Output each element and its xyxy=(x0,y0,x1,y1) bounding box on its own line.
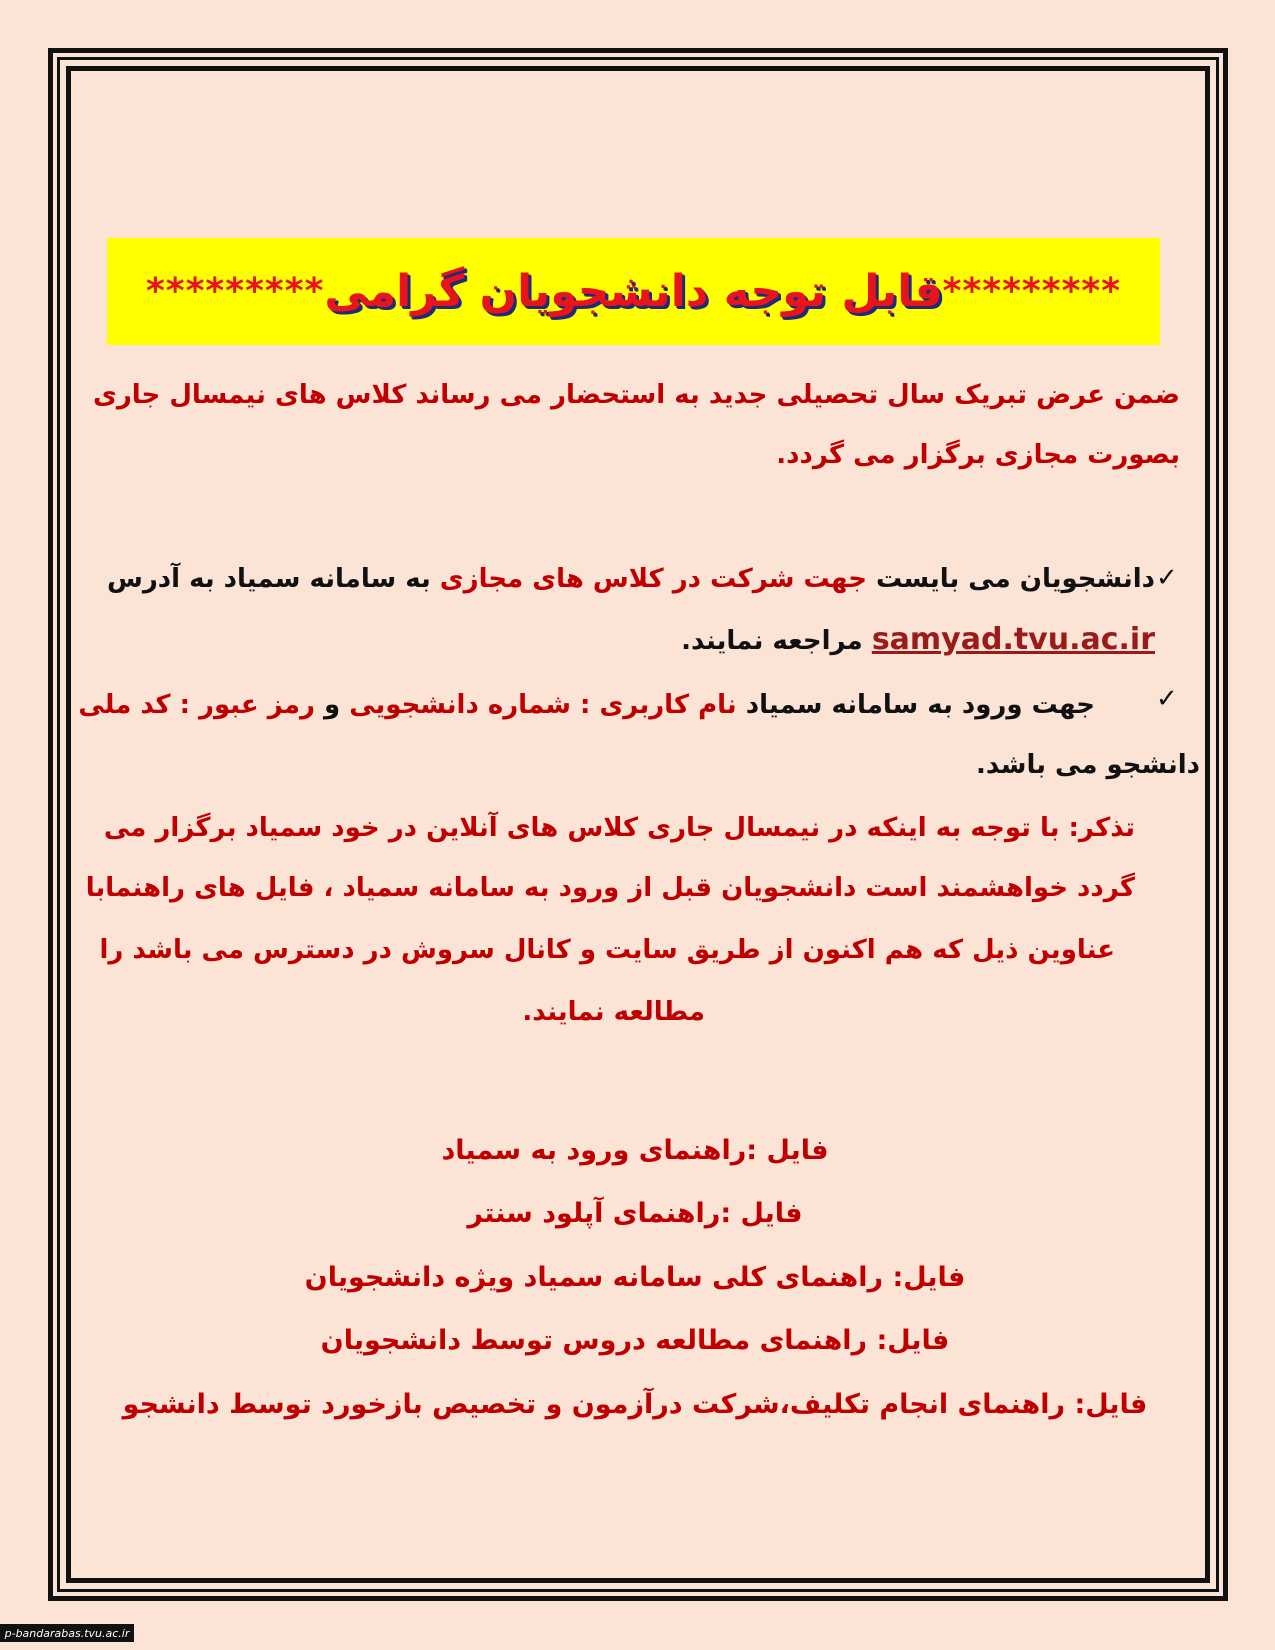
file-item: فایل :راهنمای آپلود سنتر xyxy=(467,1198,803,1229)
title-banner xyxy=(107,238,1160,345)
bullet-2-text-c: و xyxy=(314,690,350,720)
samyad-link[interactable]: samyad.tvu.ac.ir xyxy=(871,622,1155,657)
file-item: فایل: راهنمای مطالعه دروس توسط دانشجویان xyxy=(320,1325,950,1356)
bullet-2-text-a: جهت ورود به سامانه سمیاد xyxy=(736,690,1095,720)
bullet-2-text-d: رمز عبور : کد ملی xyxy=(78,690,315,720)
bullet-1-text-a: دانشجویان می بایست xyxy=(866,564,1155,594)
note-line-3: عناوین ذیل که هم اکنون از طریق سایت و کانال سروش در دسترس می باشد را xyxy=(99,935,1115,965)
bullet-1-text-d: مراجعه نمایند. xyxy=(681,626,872,656)
intro-line-2: بصورت مجازی برگزار می گردد. xyxy=(776,440,1180,470)
note-line-1: تذکر: با توجه به اینکه در نیمسال جاری کلاس های آنلاین در خود سمیاد برگزار می xyxy=(103,813,1135,843)
intro-line-1: ضمن عرض تبریک سال تحصیلی جدید به استحضار می رساند کلاس های نیمسال جاری xyxy=(93,380,1180,410)
footer-url: p-bandarabas.tvu.ac.ir xyxy=(0,1624,134,1642)
check-icon: ✓ xyxy=(1156,563,1178,593)
bullet-1-text-b: جهت شرکت در کلاس های مجازی xyxy=(439,564,867,594)
bullet-1-line-1 xyxy=(95,564,1155,594)
file-item: فایل: راهنمای انجام تکلیف،شرکت درآزمون و تخصیص بازخورد توسط دانشجو xyxy=(122,1389,1148,1420)
stars-left: ********* xyxy=(145,271,325,312)
note-line-4: مطالعه نمایند. xyxy=(522,997,705,1027)
banner-title: قابل توجه دانشجویان گرامی xyxy=(324,266,943,317)
bullet-2-line-2: دانشجو می باشد. xyxy=(975,750,1200,780)
bullet-1-line-2 xyxy=(95,622,1155,657)
bullet-1-text-c: به سامانه سمیاد به آدرس xyxy=(106,564,440,594)
check-icon: ✓ xyxy=(1156,684,1178,714)
bullet-2-text-b: نام کاربری : شماره دانشجویی xyxy=(349,690,737,720)
file-item: فایل :راهنمای ورود به سمیاد xyxy=(441,1135,829,1166)
stars-right: ********* xyxy=(942,271,1122,312)
file-item: فایل: راهنمای کلی سامانه سمیاد ویژه دانشجویان xyxy=(304,1262,966,1293)
note-line-2: گردد خواهشمند است دانشجویان قبل از ورود به سامانه سمیاد ، فایل های راهنمابا xyxy=(85,873,1135,903)
bullet-2-line-1 xyxy=(78,690,1095,720)
